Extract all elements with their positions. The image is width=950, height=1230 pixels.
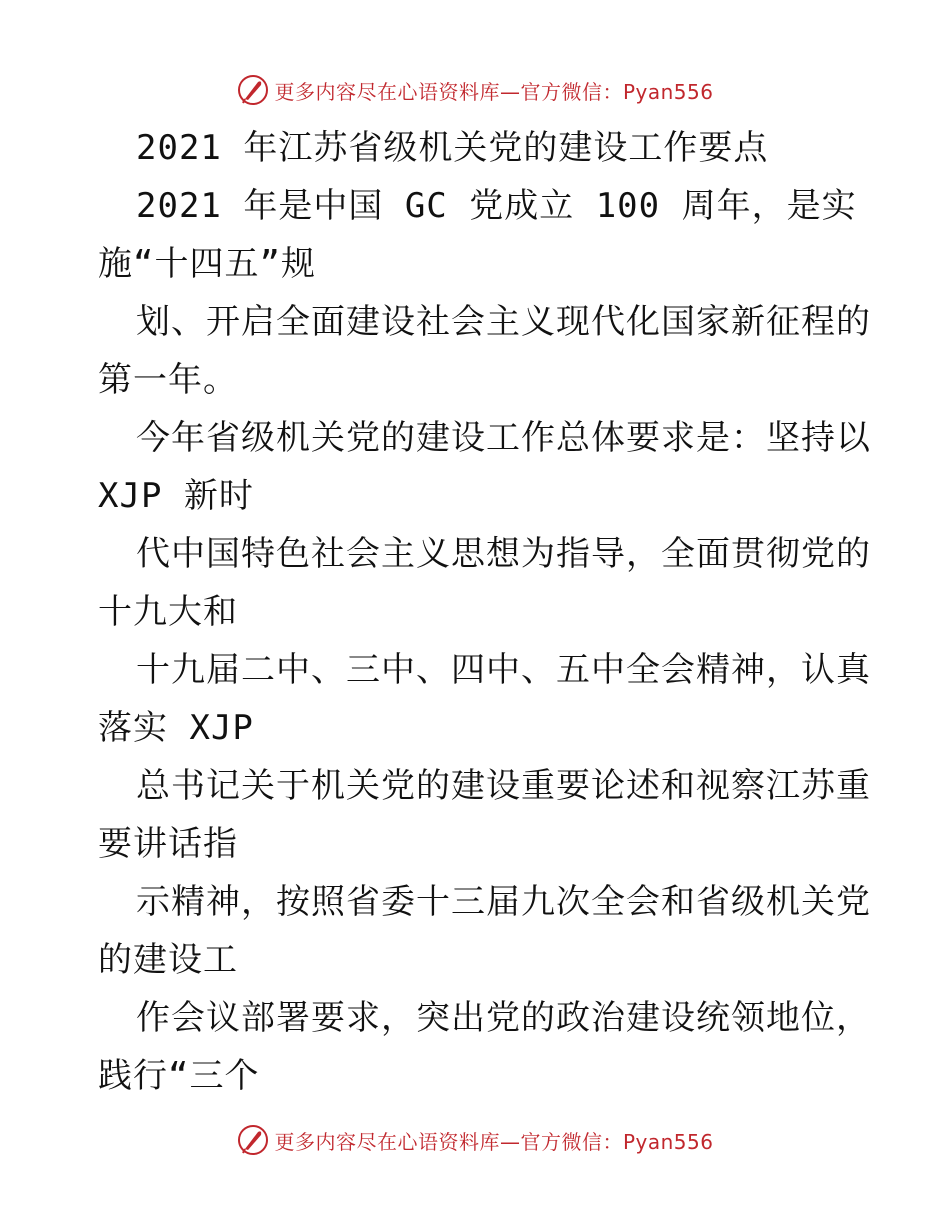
paragraph-line: 第一年。 [98, 360, 238, 400]
paragraph-line: 十九大和 [98, 592, 238, 632]
paragraph-line: 施“十四五”规 [98, 244, 316, 284]
paragraph-line: 总书记关于机关党的建设重要论述和视察江苏重 [136, 766, 871, 806]
paragraph-line: 的建设工 [98, 940, 238, 980]
watermark-text: 更多内容尽在心语资料库—官方微信：Pyan556 [274, 79, 714, 104]
paragraph-line: 践行“三个 [98, 1056, 260, 1096]
paragraph-line: 今年省级机关党的建设工作总体要求是：坚持以 [136, 418, 871, 458]
paragraph-line: 作会议部署要求，突出党的政治建设统领地位， [136, 998, 871, 1038]
paragraph-line: XJP 新时 [98, 476, 254, 516]
paragraph-line: 代中国特色社会主义思想为指导，全面贯彻党的 [136, 534, 871, 574]
paragraph-line: 落实 XJP [98, 708, 254, 748]
document-title: 2021 年江苏省级机关党的建设工作要点 [136, 128, 769, 168]
watermark-header [0, 70, 950, 110]
quill-pen-icon [236, 73, 270, 107]
paragraph-line: 要讲话指 [98, 824, 238, 864]
paragraph-line: 示精神，按照省委十三届九次全会和省级机关党 [136, 882, 871, 922]
watermark-text: 更多内容尽在心语资料库—官方微信：Pyan556 [274, 1129, 714, 1154]
paragraph-line: 划、开启全面建设社会主义现代化国家新征程的 [136, 302, 871, 342]
paragraph-line: 十九届二中、三中、四中、五中全会精神，认真 [136, 650, 871, 690]
paragraph-line: 2021 年是中国 GC 党成立 100 周年，是实 [136, 186, 857, 226]
watermark-footer [0, 1120, 950, 1160]
quill-pen-icon [236, 1123, 270, 1157]
